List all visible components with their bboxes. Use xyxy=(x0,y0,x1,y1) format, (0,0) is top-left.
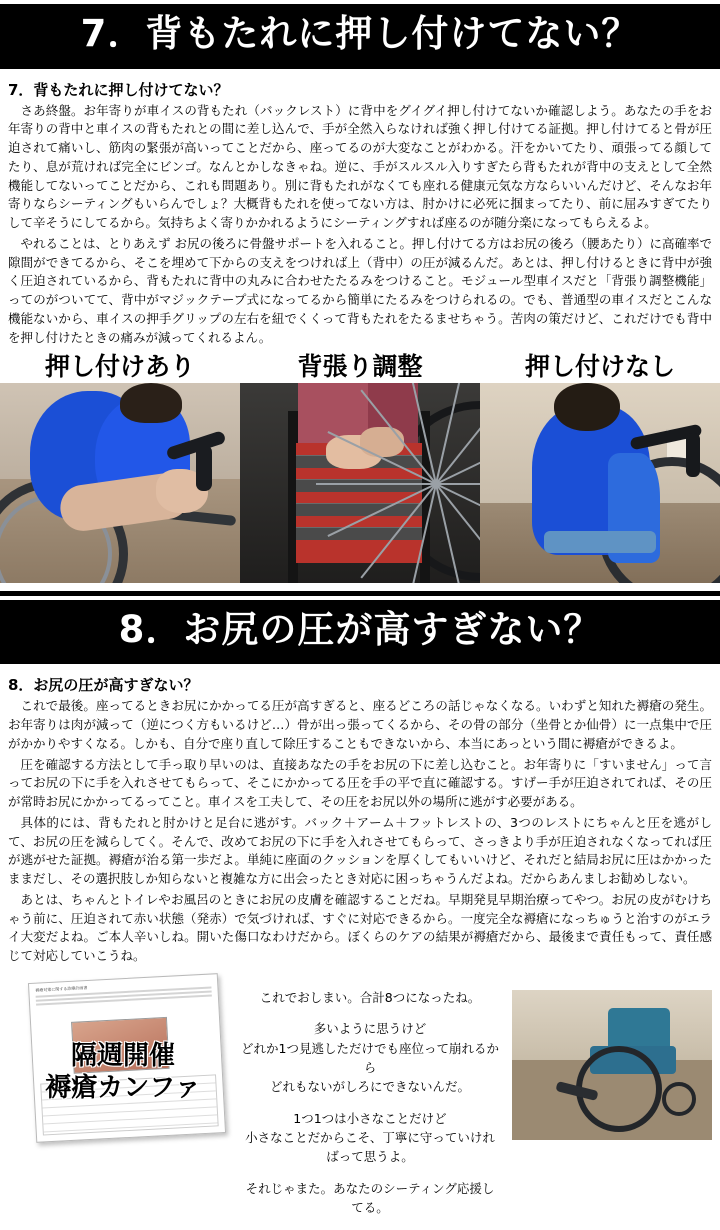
section7-body xyxy=(0,102,720,348)
section7-banner-text: 7．背もたれに押し付けてない？ xyxy=(80,12,640,55)
closing-paragraph-4: それじゃまた。あなたのシーティング応援してる。 xyxy=(245,1180,495,1216)
closing-block xyxy=(0,972,720,1216)
conference-sheet-photo: 褥瘡対策に関する診療計画書 xyxy=(28,973,226,1143)
section8-paragraph-3: 具体的には、背もたれと肘かけと足台に逃がす。バック＋アーム＋フットレストの、3つのレストにちゃんと圧を逃がして、お尻の圧を減らしてく。そんで、改めてお尻の下に手を入れさせてもらって、さっきより手が圧迫されなくなってれば圧が逃がせた証拠。褥瘡が治る第一歩だよ。単純に座面のクッションを厚くしてもいいけど、それだと結局お尻に圧はかかったままだし、その選択肢しか知らないと複雑な方に出会ったとき対応に困っちゃうんだよね。だからあんましお勧めしない。 xyxy=(8,814,712,887)
closing-text xyxy=(240,988,500,1230)
section8-sub-heading: 8．お尻の圧が高すぎない？ xyxy=(8,676,199,695)
section8-paragraph-2: 圧を確認する方法として手っ取り早いのは、直接あなたの手をお尻の下に差し込むこと。お年寄りに「すいません」って言ってお尻の下に手を入れさせてもらって、そこにかかってる圧を手の平で直に確認する。すげー手が圧迫されてれば、その圧が常時お尻にかかってるってこと。車イスを工夫して、その圧をお尻以外の場所に逃がす必要がある。 xyxy=(8,756,712,810)
photo-back-tension-adjust xyxy=(240,383,480,583)
caption-back-tension: 背張り調整 xyxy=(297,352,423,382)
section7-banner-wrap xyxy=(0,0,720,73)
closing-paragraph-3: 1つ1つは小さなことだけど 小さなことだからこそ、丁寧に守っていければって思うよ。 xyxy=(245,1110,495,1165)
section7-paragraph-2: やれることは、とりあえず お尻の後ろに骨盤サポートを入れること。押し付けてる方はお尻の後ろ（腰あたり）に高確率で隙間ができてるから、そこを埋めて下からの支えをつければ上（背中）の圧が減るんだ。あとは、押し付けるときに背中が強く圧迫されているから、背もたれに背中の丸みに合わせたたるみをつけること。モジュール型車イスだと「背張り調整機能」ってのがついてて、背中がマジックテープ式になってるから簡単にたるみをつけられるの。でも、普通型の車イスだとこんな機能ないから、車イスの押手グリップの左右を紐でくくって背もたれをたるませちゃう。苦肉の策だけど、これだけでも背中を押し付けたときの痛みが減ってくれるよん。 xyxy=(8,235,712,345)
section8-banner xyxy=(0,600,720,665)
caption-pressing: 押し付けあり xyxy=(44,352,195,382)
section7-photo-captions xyxy=(0,349,720,383)
conference-label xyxy=(18,1040,228,1105)
photo-pressing-back xyxy=(0,383,240,583)
closing-paragraph-2: 多いように思うけど どれか1つ見逃しただけでも座位って崩れるから どれもないがしろにできないんだ。 xyxy=(241,1021,499,1095)
closing-paragraph-1: これでおしまい。合計8つになったね。 xyxy=(259,989,481,1005)
section7-sub-heading: 7．背もたれに押し付けてない？ xyxy=(8,80,229,99)
section7-banner xyxy=(0,4,720,69)
section8-paragraph-1: これで最後。座ってるときお尻にかかってる圧が高すぎると、座るどころの話じゃなくなる。いわずと知れた褥瘡の発生。お年寄りは肉が減って（逆につく方もいるけど…）骨が出っ張ってくるから、その骨の部分（坐骨とか仙骨）に一点集中で圧がかかりやすくなる。しかも、自分で座り直して除圧することもできないから、本当にあっという間に褥瘡ができるよ。 xyxy=(8,698,712,751)
section8-banner-wrap xyxy=(0,596,720,669)
section8-body xyxy=(0,697,720,966)
section8-paragraph-4: あとは、ちゃんとトイレやお風呂のときにお尻の皮膚を確認することだね。早期発見早期治療ってやつ。お尻の皮がむけちゃう前に、圧迫されて赤い状態（発赤）で気づければ、すぐに対応できるから。一度完全な褥瘡になっちゅうと治すのがエライ大変だよね。ご本人辛いしね。開いた傷口なわけだから。ぼくらのケアの結果が褥瘡だから、最後まで責任もって、責任感じて対応していこうね。 xyxy=(8,891,712,964)
wheelchair-photo xyxy=(512,990,712,1140)
caption-not-pressing: 押し付けなし xyxy=(524,352,675,382)
conference-label-line1: 隔週開催 xyxy=(70,1040,175,1071)
section7-paragraph-1: さあ終盤。お年寄りが車イスの背もたれ（バックレスト）に背中をグイグイ押し付けてないか確認しよう。あなたの手をお年寄りの背中と車イスの背もたれとの間に差し込んで、手が全然入らなければ強く押し付けてる証拠。押し付けてると骨が圧迫されて痛いし、筋肉の緊張が高いってことだから、座ってるのが大変なことがわかる。汗をかいてたり、頑張ってる顔してたり、息が荒ければ完全にビンゴ。なんとかしなきゃね。逆に、手がスルスル入りすぎたら背もたれが背中の支えとして全然機能してないってことだから、これも問題あり。別に背もたれがなくても座れる健康元気な方ならいいんだけど、そんなお年寄りならシーティングもいらんでしょ？大概背もたれを使ってない方は、肘かけに必死に掴まってたり、前に屈みすぎてたりして辛そうにしてるから。気持ちよく寄りかかれるようにシーティングすれば座るのが随分楽になってもらえるよ。 xyxy=(8,102,712,231)
conference-label-line2: 褥瘡カンファ xyxy=(45,1073,201,1104)
photo-no-pressing xyxy=(480,383,720,583)
section7-photo-row xyxy=(0,383,720,583)
section8-banner-text: 8．お尻の圧が高すぎない？ xyxy=(118,607,602,651)
